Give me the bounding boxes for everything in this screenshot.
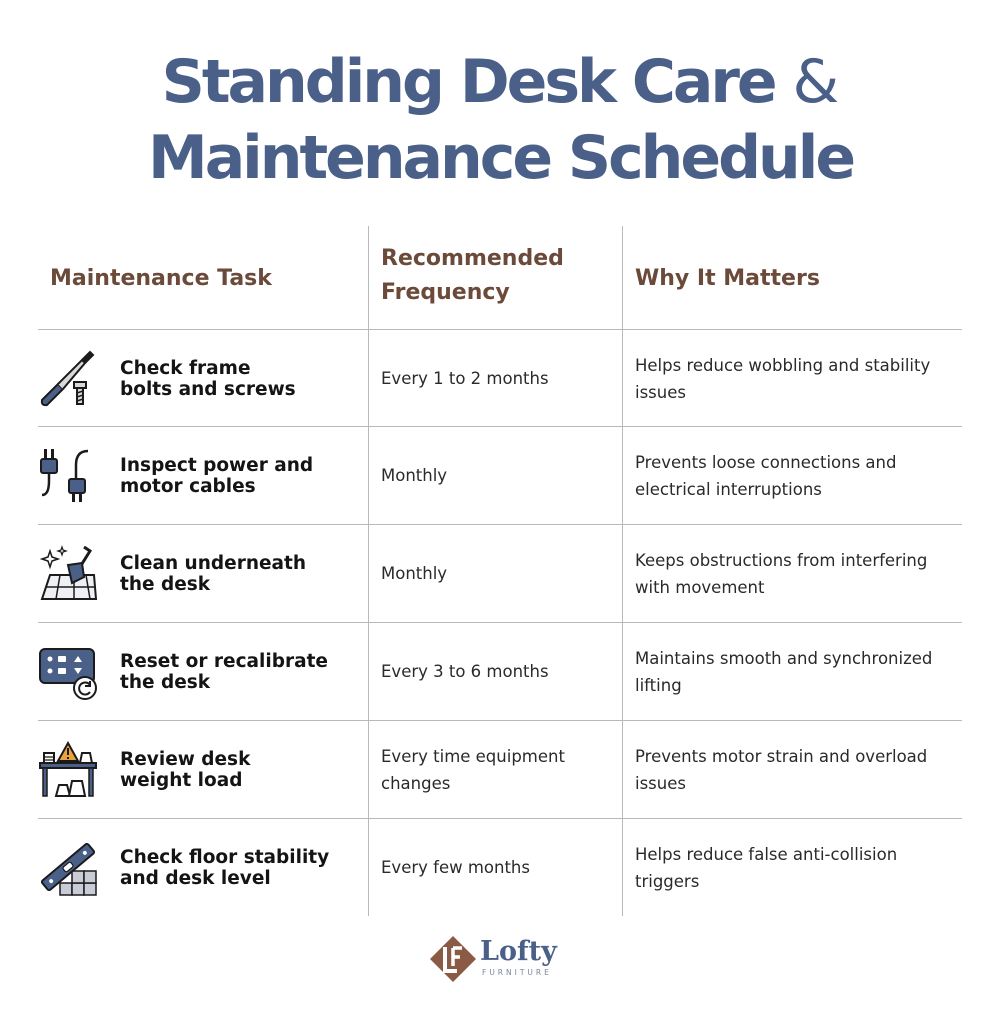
- task-label: Review desk weight load: [120, 748, 251, 791]
- task-label: Clean underneath the desk: [120, 552, 307, 595]
- title-line-1-text: Standing Desk Care: [161, 47, 775, 117]
- frequency-value: Every 3 to 6 months: [381, 662, 549, 681]
- frequency-value: Every few months: [381, 858, 530, 877]
- maintenance-table: [38, 226, 962, 916]
- dustpan-floor-icon: [38, 543, 98, 603]
- table-row: [38, 525, 962, 622]
- desk-weight-warning-icon: [38, 739, 98, 799]
- logo-wordmark: Lofty: [480, 936, 557, 967]
- frequency-value: Every 1 to 2 months: [381, 369, 549, 388]
- why-text: Maintains smooth and synchronized lifting: [635, 648, 933, 695]
- task-label: Reset or recalibrate the desk: [120, 650, 328, 693]
- frequency-value: Monthly: [381, 466, 448, 485]
- frequency-value: Every time equipment changes: [381, 746, 565, 793]
- title-line-2: Maintenance Schedule: [147, 123, 854, 193]
- table-row: [38, 330, 962, 427]
- task-label: Check floor stability and desk level: [120, 846, 330, 889]
- table-row: [38, 819, 962, 916]
- frequency-value: Monthly: [381, 564, 448, 583]
- table-row: [38, 721, 962, 818]
- why-text: Helps reduce false anti-collision triggers: [635, 844, 898, 891]
- title-ampersand: &: [792, 47, 840, 117]
- level-tool-floor-icon: [38, 837, 98, 897]
- page-title: [0, 44, 1001, 196]
- task-label: Inspect power and motor cables: [120, 454, 314, 497]
- title-line-1: [0, 44, 1001, 120]
- control-panel-reset-icon: [38, 641, 98, 701]
- screwdriver-bolt-icon: [38, 348, 98, 408]
- header-frequency: Recommended Frequency: [381, 246, 564, 305]
- logo-subtitle: FURNITURE: [482, 968, 552, 977]
- task-label: Check frame bolts and screws: [120, 357, 296, 400]
- brand-logo: [428, 934, 578, 984]
- why-text: Keeps obstructions from interfering with movement: [635, 550, 928, 597]
- why-text: Prevents loose connections and electrical interruptions: [635, 452, 897, 499]
- header-task: Maintenance Task: [50, 266, 272, 291]
- why-text: Prevents motor strain and overload issues: [635, 746, 928, 793]
- table-row: [38, 623, 962, 720]
- logo-mark-icon: [428, 934, 478, 984]
- power-plug-cable-icon: [38, 445, 98, 505]
- header-why: Why It Matters: [635, 266, 820, 291]
- table-row: [38, 427, 962, 524]
- why-text: Helps reduce wobbling and stability issues: [635, 355, 931, 402]
